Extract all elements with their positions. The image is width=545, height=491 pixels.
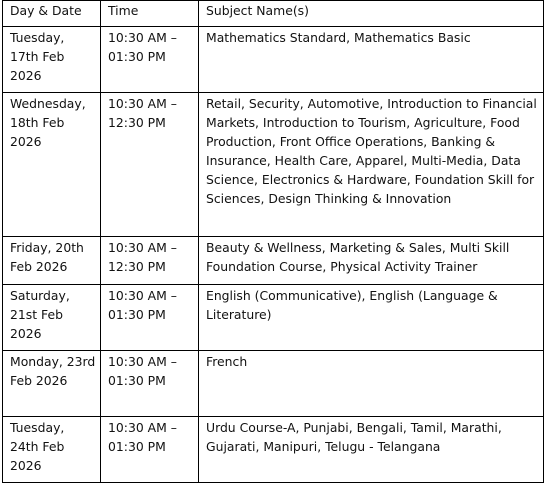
day-date-cell: Wednesday, 18th Feb 2026 bbox=[3, 93, 101, 237]
subjects-cell: Urdu Course-A, Punjabi, Bengali, Tamil, Marathi, Gujarati, Manipuri, Telugu - Telangana bbox=[199, 417, 544, 483]
day-date-cell: Tuesday, 24th Feb 2026 bbox=[3, 417, 101, 483]
column-header-day-date: Day & Date bbox=[3, 1, 101, 27]
table-row bbox=[3, 417, 544, 483]
day-date-cell: Friday, 20th Feb 2026 bbox=[3, 237, 101, 285]
table-row bbox=[3, 27, 544, 93]
subjects-cell: Mathematics Standard, Mathematics Basic bbox=[199, 27, 544, 93]
day-date-cell: Tuesday, 17th Feb 2026 bbox=[3, 27, 101, 93]
subjects-cell: Beauty & Wellness, Marketing & Sales, Multi Skill Foundation Course, Physical Activity Trainer bbox=[199, 237, 544, 285]
subjects-cell: French bbox=[199, 351, 544, 417]
table-header-row bbox=[3, 1, 544, 27]
time-cell: 10:30 AM – 01:30 PM bbox=[101, 417, 199, 483]
table-row bbox=[3, 285, 544, 351]
subjects-cell: Retail, Security, Automotive, Introduction to Financial Markets, Introduction to Tourism, Agriculture, Food Production, Front Office Operations, Banking & Insurance, Health Care, Apparel, Multi-Media, Data Science, Electronics & Hardware, Foundation Skill for Sciences, Design Thinking & Innovation bbox=[199, 93, 544, 237]
time-cell: 10:30 AM – 12:30 PM bbox=[101, 93, 199, 237]
subjects-cell: English (Communicative), English (Language & Literature) bbox=[199, 285, 544, 351]
day-date-cell: Saturday, 21st Feb 2026 bbox=[3, 285, 101, 351]
time-cell: 10:30 AM – 01:30 PM bbox=[101, 351, 199, 417]
table-row bbox=[3, 237, 544, 285]
time-cell: 10:30 AM – 01:30 PM bbox=[101, 285, 199, 351]
column-header-time: Time bbox=[101, 1, 199, 27]
table-row bbox=[3, 351, 544, 417]
column-header-subject: Subject Name(s) bbox=[199, 1, 544, 27]
table-row bbox=[3, 93, 544, 237]
exam-schedule-table bbox=[2, 0, 544, 483]
day-date-cell: Monday, 23rd Feb 2026 bbox=[3, 351, 101, 417]
time-cell: 10:30 AM – 12:30 PM bbox=[101, 237, 199, 285]
time-cell: 10:30 AM – 01:30 PM bbox=[101, 27, 199, 93]
